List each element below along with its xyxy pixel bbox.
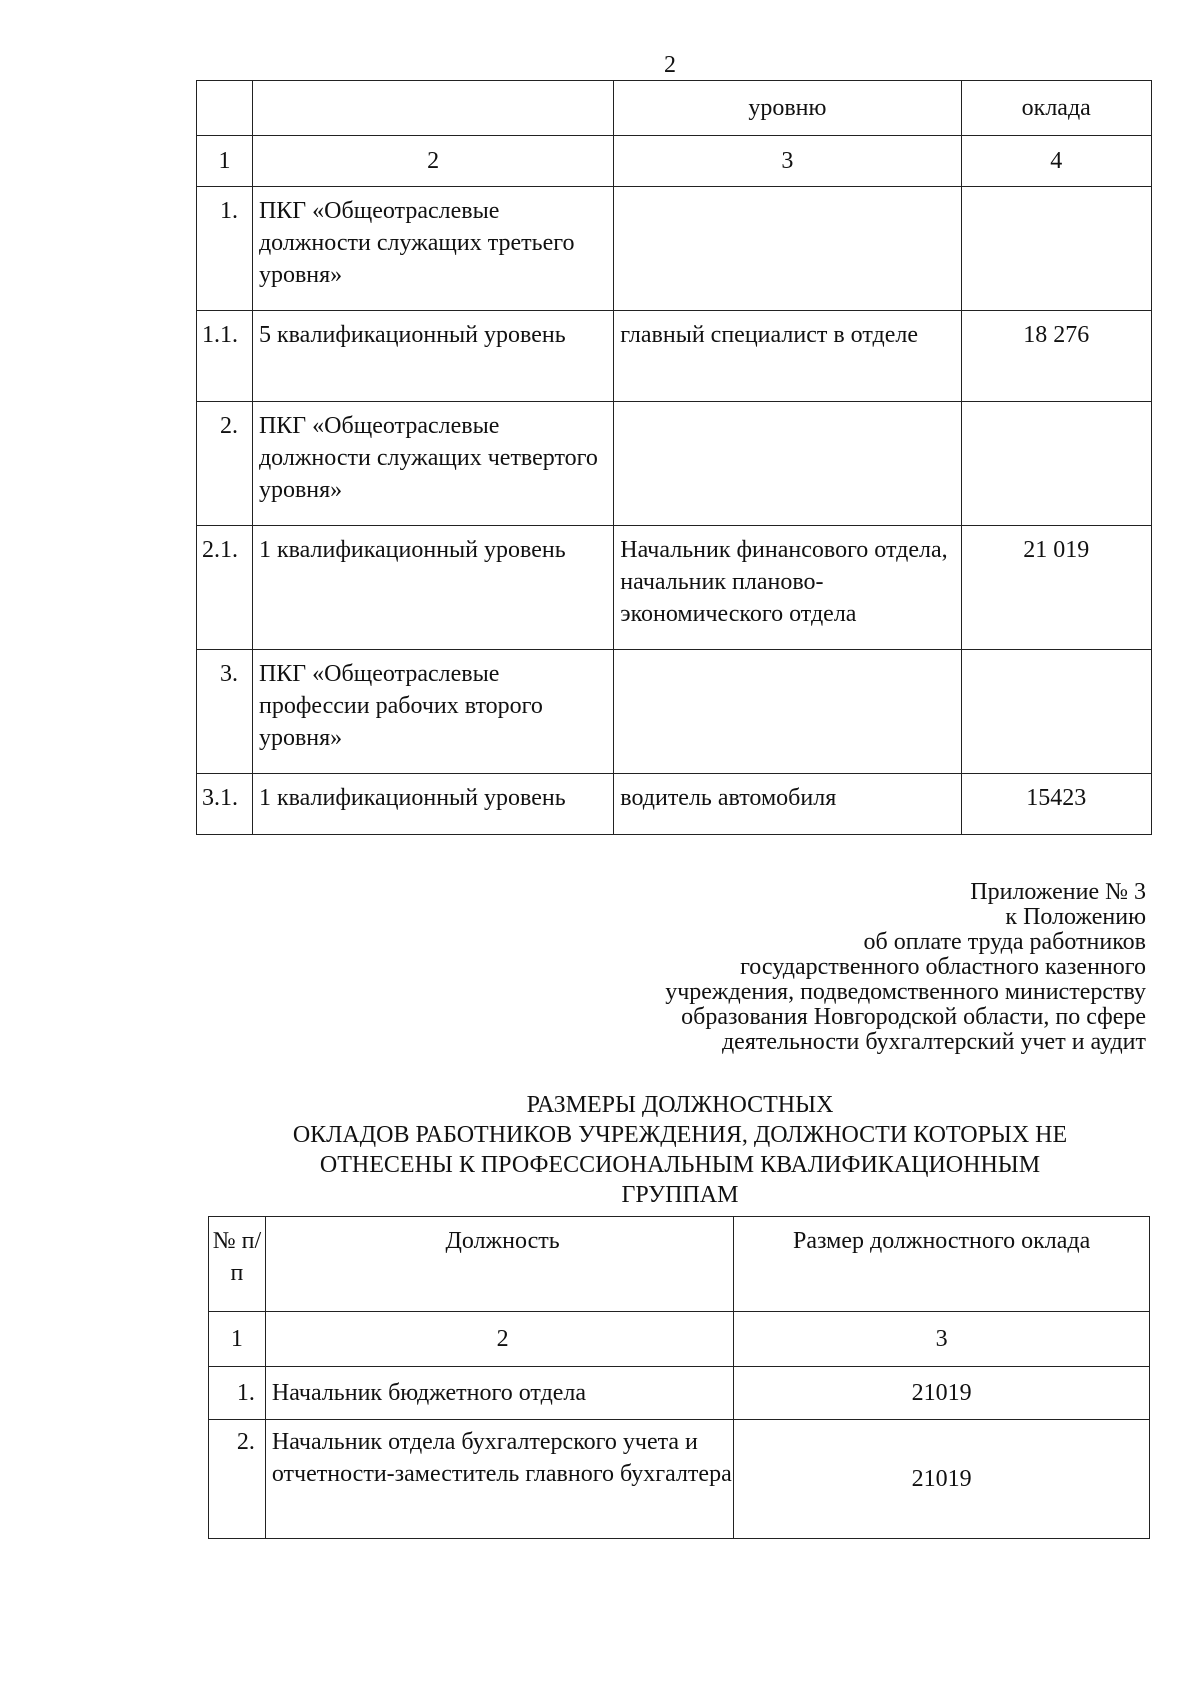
table-header-row bbox=[209, 1217, 1150, 1312]
column-number: 2 bbox=[265, 1312, 733, 1367]
qualification-group: ПКГ «Общеотраслевые должности служащих четвертого уровня» bbox=[252, 402, 613, 526]
row-number: 1.1. bbox=[197, 311, 253, 402]
salary-value: 21019 bbox=[734, 1420, 1150, 1539]
column-number: 1 bbox=[197, 136, 253, 187]
salary-table-pkg bbox=[196, 80, 1152, 835]
column-numbers-row bbox=[197, 136, 1152, 187]
qualification-level: 1 квалификационный уровень bbox=[252, 526, 613, 650]
table-row bbox=[197, 650, 1152, 774]
table-row bbox=[197, 526, 1152, 650]
appendix-line: Приложение № 3 bbox=[970, 879, 1146, 905]
qualification-group: ПКГ «Общеотраслевые должности служащих третьего уровня» bbox=[252, 187, 613, 311]
row-number: 2. bbox=[209, 1420, 266, 1539]
qualification-level: 1 квалификационный уровень bbox=[252, 774, 613, 835]
title-line: ОКЛАДОВ РАБОТНИКОВ УЧРЕЖДЕНИЯ, ДОЛЖНОСТИ КОТОРЫХ НЕ bbox=[292, 1122, 1068, 1148]
table-row bbox=[197, 311, 1152, 402]
position-name bbox=[614, 187, 961, 311]
row-number: 2. bbox=[197, 402, 253, 526]
position-name: водитель автомобиля bbox=[614, 774, 961, 835]
table-row bbox=[209, 1420, 1150, 1539]
salary-value: 18 276 bbox=[961, 311, 1152, 402]
column-number: 4 bbox=[961, 136, 1152, 187]
title-line: ОТНЕСЕНЫ К ПРОФЕССИОНАЛЬНЫМ КВАЛИФИКАЦИОННЫМ bbox=[319, 1152, 1041, 1178]
appendix-line: учреждения, подведомственного министерству bbox=[665, 979, 1146, 1005]
position-name: Начальник бюджетного отдела bbox=[265, 1367, 733, 1420]
salary-table-other bbox=[208, 1216, 1150, 1539]
header-cell bbox=[252, 81, 613, 136]
salary-value: 15423 bbox=[961, 774, 1152, 835]
salary-value bbox=[961, 650, 1152, 774]
salary-value bbox=[961, 187, 1152, 311]
column-numbers-row bbox=[209, 1312, 1150, 1367]
appendix-reference bbox=[665, 880, 1146, 1055]
position-name: Начальник финансового отдела, начальник планово-экономического отдела bbox=[614, 526, 961, 650]
header-cell: оклада bbox=[961, 81, 1152, 136]
table-row bbox=[197, 402, 1152, 526]
table-row bbox=[197, 774, 1152, 835]
appendix-line: об оплате труда работников bbox=[863, 929, 1146, 955]
column-number: 1 bbox=[209, 1312, 266, 1367]
table-row bbox=[209, 1367, 1150, 1420]
header-cell: № п/п bbox=[209, 1217, 266, 1312]
qualification-group: ПКГ «Общеотраслевые профессии рабочих второго уровня» bbox=[252, 650, 613, 774]
header-cell: Должность bbox=[265, 1217, 733, 1312]
row-number: 3.1. bbox=[197, 774, 253, 835]
row-number: 2.1. bbox=[197, 526, 253, 650]
page-number: 2 bbox=[664, 52, 676, 78]
appendix-line: деятельности бухгалтерский учет и аудит bbox=[721, 1029, 1146, 1055]
salary-value bbox=[961, 402, 1152, 526]
appendix-line: образования Новгородской области, по сфере bbox=[681, 1004, 1146, 1030]
header-cell: Размер должностного оклада bbox=[734, 1217, 1150, 1312]
column-number: 3 bbox=[614, 136, 961, 187]
salary-value: 21019 bbox=[734, 1367, 1150, 1420]
table-row bbox=[197, 187, 1152, 311]
row-number: 1. bbox=[197, 187, 253, 311]
column-number: 3 bbox=[734, 1312, 1150, 1367]
position-name bbox=[614, 650, 961, 774]
appendix-line: государственного областного казенного bbox=[740, 954, 1146, 980]
salary-value: 21 019 bbox=[961, 526, 1152, 650]
position-name bbox=[614, 402, 961, 526]
table-header-row bbox=[197, 81, 1152, 136]
column-number: 2 bbox=[252, 136, 613, 187]
header-cell: уровню bbox=[614, 81, 961, 136]
row-number: 1. bbox=[209, 1367, 266, 1420]
position-name: Начальник отдела бухгалтерского учета и отчетности-заместитель главного бухгалтера bbox=[265, 1420, 733, 1539]
qualification-level: 5 квалификационный уровень bbox=[252, 311, 613, 402]
position-name: главный специалист в отделе bbox=[614, 311, 961, 402]
appendix-line: к Положению bbox=[1005, 904, 1146, 930]
title-line: ГРУППАМ bbox=[621, 1182, 739, 1208]
document-title bbox=[200, 1090, 1160, 1210]
header-cell bbox=[197, 81, 253, 136]
title-line: РАЗМЕРЫ ДОЛЖНОСТНЫХ bbox=[526, 1092, 834, 1118]
row-number: 3. bbox=[197, 650, 253, 774]
